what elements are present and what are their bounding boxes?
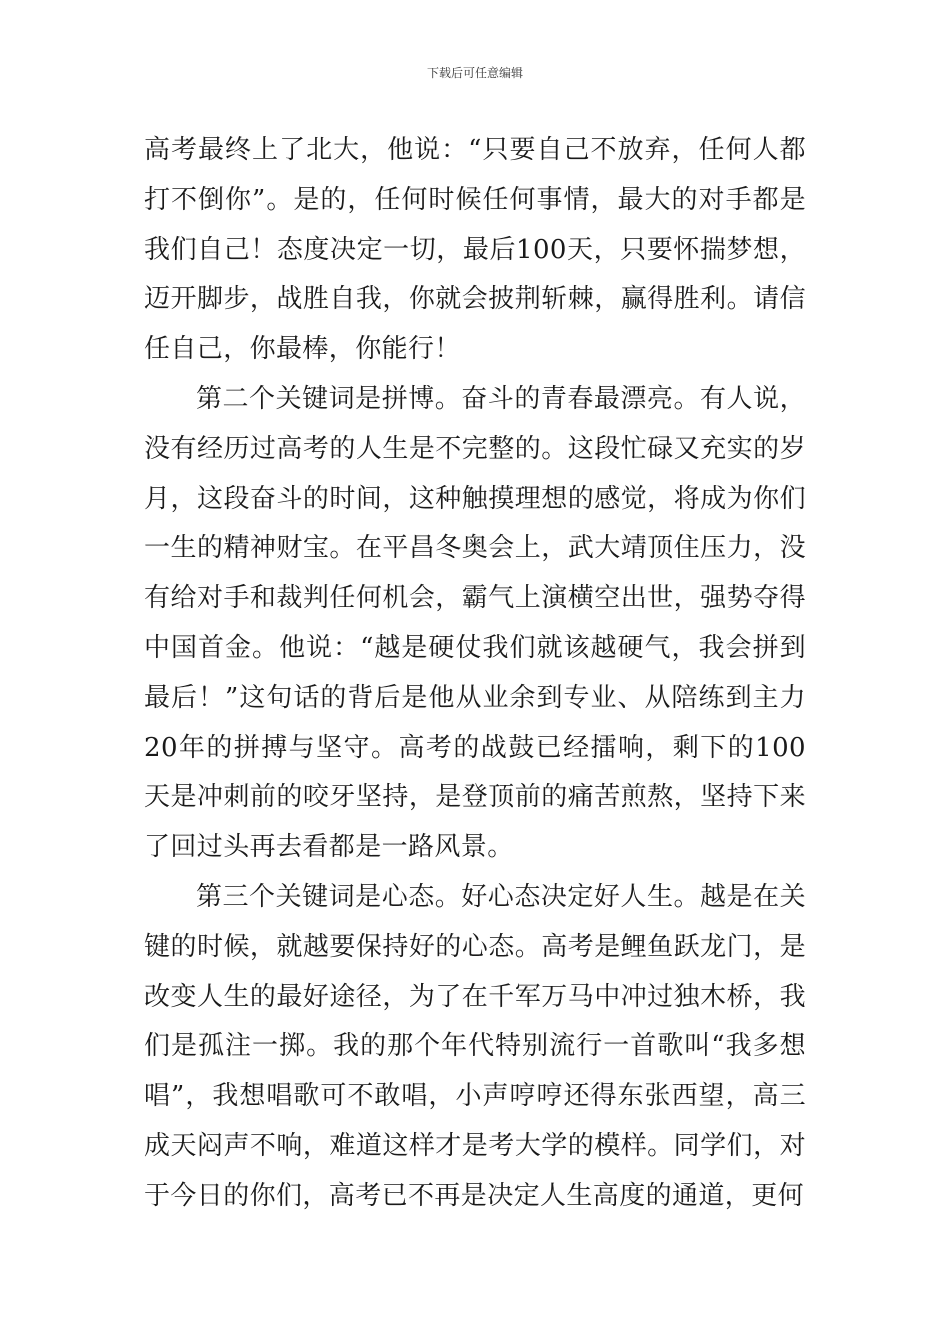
page-header-note: 下载后可任意编辑	[426, 66, 523, 80]
paragraph-1: 高考最终上了北大，他说：“只要自己不放弃，任何人都打不倒你”。是的，任何时候任何事情，最大的对手都是我们自己！态度决定一切，最后100天，只要怀揣梦想，迈开脚步，战胜自我，你就会披荆斩棘，赢得胜利。请信任自己，你最棒，你能行！	[144, 135, 806, 365]
paragraph-3: 第三个关键词是心态。好心态决定好人生。越是在关键的时候，就越要保持好的心态。高考是鲤鱼跃龙门，是改变人生的最好途径，为了在千军万马中冲过独木桥，我们是孤注一掷。我的那个年代特别流行一首歌叫“我多想唱”，我想唱歌可不敢唱，小声哼哼还得东张西望，高三成天闷声不响，难道这样才是考大学的模样。同学们，对于今日的你们，高考已不再是决定人生高度的通道，更何	[144, 881, 806, 1211]
paragraph-2: 第二个关键词是拼博。奋斗的青春最漂亮。有人说，没有经历过高考的人生是不完整的。这段忙碌又充实的岁月，这段奋斗的时间，这种触摸理想的感觉，将成为你们一生的精神财宝。在平昌冬奥会上，武大靖顶住压力，没有给对手和裁判任何机会，霸气上演横空出世，强势夺得中国首金。他说：“越是硬仗我们就该越硬气，我会拼到最后！”这句话的背后是他从业余到专业、从陪练到主力20年的拼搏与坚守。高考的战鼓已经擂响，剩下的100天是冲刺前的咬牙坚持，是登顶前的痛苦煎熬，坚持下来了回过头再去看都是一路风景。	[144, 383, 806, 863]
document-body	[144, 126, 806, 1222]
